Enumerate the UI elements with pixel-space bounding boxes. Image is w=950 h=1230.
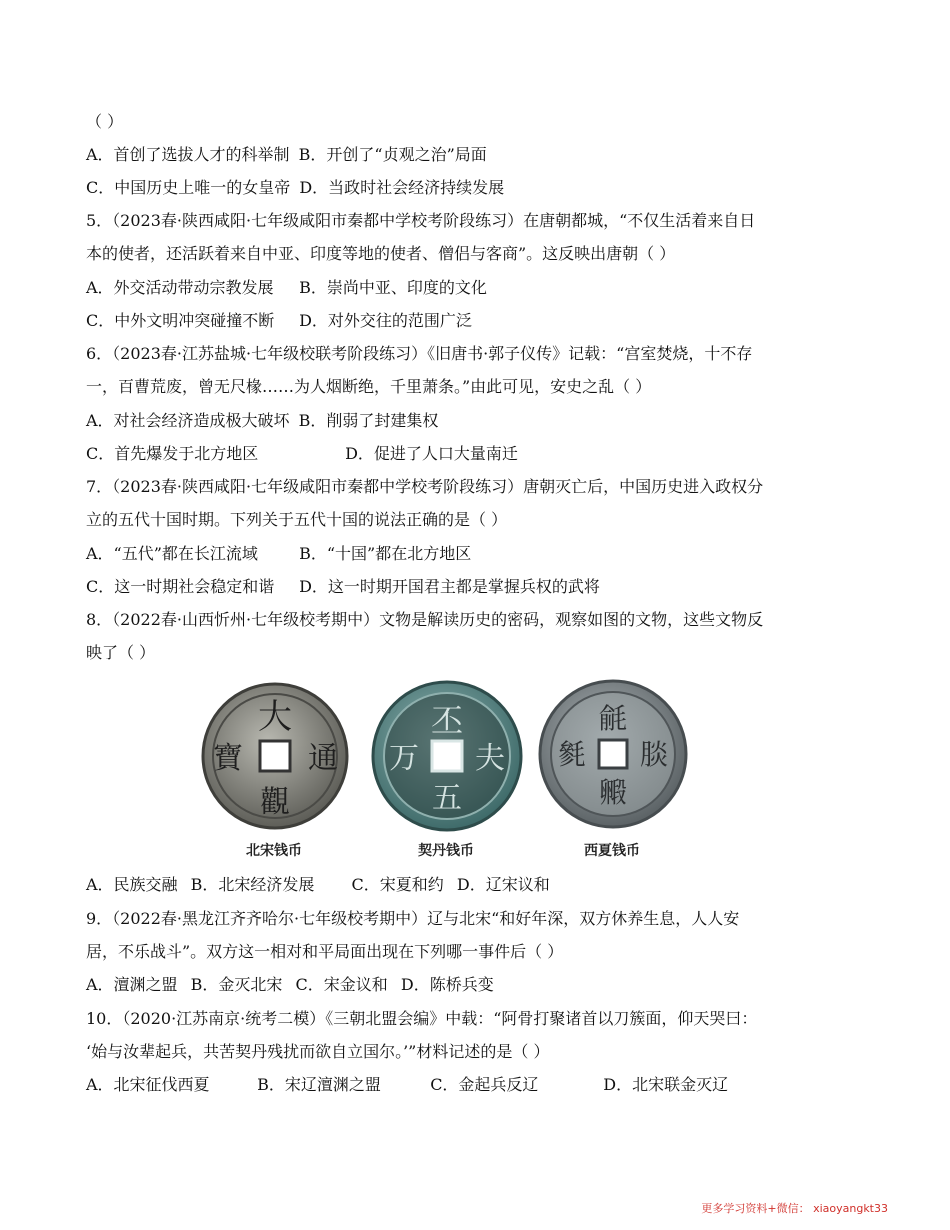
coin-northern-song-caption: 北宋钱币 [246,843,302,859]
q7-option-a[interactable]: A．“五代”都在长江流域 [86,544,258,563]
q9-stem-line1: 9．（2022春·黑龙江齐齐哈尔·七年级校考期中）辽与北宋“和好年深，双方休养生息，人人安 [86,909,740,928]
q10-option-c[interactable]: C．金起兵反辽 [430,1075,539,1094]
q7-options-row2 [86,576,600,598]
q7-option-c[interactable]: C．这一时期社会稳定和谐 [86,577,275,596]
q4-option-b[interactable]: B．开创了“贞观之治”局面 [298,145,487,164]
q7-stem-line1: 7．（2023春·陕西咸阳·七年级咸阳市秦都中学校考阶段练习）唐朝灭亡后，中国历史进入政权分 [86,477,764,496]
q6-option-d[interactable]: D．促进了人口大量南迁 [345,444,518,463]
q9-option-b[interactable]: B．金灭北宋 [190,975,283,994]
q8-stem-line1: 8．（2022春·山西忻州·七年级校考期中）文物是解读历史的密码，观察如图的文物，这些文物反 [86,610,764,629]
q4-stem-end: （ ） [86,112,124,131]
q4-options-row1 [86,144,487,166]
coin-northern-song-bottom-char: 觀 [260,785,290,820]
q10-option-d[interactable]: D．北宋联金灭辽 [603,1075,729,1094]
q8-options-row [86,874,550,896]
q10-option-a[interactable]: A．北宋征伐西夏 [86,1075,210,1094]
coin-khitan-bottom-char: 五 [432,781,462,816]
coin-khitan-right-char: 夫 [475,741,505,776]
coin-northern-song [200,676,350,859]
q6-option-a[interactable]: A．对社会经济造成极大破坏 [86,411,290,430]
coin-khitan-caption: 契丹钱币 [418,843,474,859]
coin-western-xia-bottom-char: 毈 [598,776,628,809]
q9-option-a[interactable]: A．澶渊之盟 [86,975,178,994]
q10-stem-line1: 10．（2020·江苏南京·统考二模）《三朝北盟会编》中载：“阿骨打聚诸首以刀簇面，仰天哭曰： [86,1009,758,1028]
q8-stem-line2: 映了（ ） [86,643,156,662]
coin-figure [200,676,669,866]
coin-northern-song-right-char: 通 [308,741,338,776]
q5-stem-line2: 本的使者，还活跃着来自中亚、印度等地的使者、僧侣与客商”。这反映出唐朝（ ） [86,244,676,263]
coin-western-xia-image [538,676,688,836]
coin-khitan [368,676,526,859]
coin-western-xia-top-char: 毹 [598,702,628,735]
q5-options-row1 [86,277,487,299]
q4-option-a[interactable]: A．首创了选拔人才的科举制 [86,145,290,164]
q7-stem-line2: 立的五代十国时期。下列关于五代十国的说法正确的是（ ） [86,510,508,529]
q4-options-row2 [86,177,504,199]
coin-khitan-left-char: 万 [389,741,419,776]
q6-options-row2 [86,443,518,465]
q10-stem-line2: ‘始与汝辈起兵，共苦契丹残扰而欲自立国尔。’”材料记述的是（ ） [86,1042,550,1061]
q5-option-b[interactable]: B．崇尚中亚、印度的文化 [299,278,487,297]
q6-options-row1 [86,410,438,432]
coin-khitan-top-char: 丕 [430,702,464,740]
q5-option-d[interactable]: D．对外交往的范围广泛 [299,311,472,330]
q4-option-d[interactable]: D．当政时社会经济持续发展 [299,178,505,197]
q10-options-row [86,1074,728,1096]
q9-option-d[interactable]: D．陈桥兵变 [400,975,494,994]
footer-promo: 更多学习资料+微信： xiaoyangkt33 [701,1202,888,1215]
q9-stem-line2: 居，不乐战斗”。双方这一相对和平局面出现在下列哪一事件后（ ） [86,942,564,961]
q6-option-b[interactable]: B．削弱了封建集权 [298,411,439,430]
q6-stem-line2: 一，百曹荒废，曾无尺椽……为人烟断绝，千里萧条。”由此可见，安史之乱（ ） [86,377,652,396]
q8-option-a[interactable]: A．民族交融 [86,875,178,894]
q5-option-c[interactable]: C．中外文明冲突碰撞不断 [86,311,275,330]
q5-options-row2 [86,310,472,332]
coin-western-xia-right-char: 腅 [639,738,669,771]
coin-western-xia-caption: 西夏钱币 [584,843,640,859]
q5-option-a[interactable]: A．外交活动带动宗教发展 [86,278,274,297]
coin-khitan-image [368,676,526,836]
q7-options-row1 [86,543,471,565]
q6-stem-line1: 6．（2023春·江苏盐城·七年级校联考阶段练习）《旧唐书·郭子仪传》记载：“宫室焚烧，十不存 [86,344,753,363]
coin-northern-song-left-char: 寶 [213,741,243,776]
q8-option-d[interactable]: D．辽宋议和 [456,875,550,894]
q8-option-b[interactable]: B．北宋经济发展 [190,875,315,894]
q7-option-d[interactable]: D．这一时期开国君主都是掌握兵权的武将 [299,577,600,596]
coin-northern-song-image [200,676,350,836]
coin-western-xia [538,676,688,859]
coin-western-xia-left-char: 毿 [557,738,587,771]
q5-stem-line1: 5．（2023春·陕西咸阳·七年级咸阳市秦都中学校考阶段练习）在唐朝都城，“不仅生活着来自日 [86,211,756,230]
q7-option-b[interactable]: B．“十国”都在北方地区 [299,544,472,563]
q6-option-c[interactable]: C．首先爆发于北方地区 [86,444,259,463]
q8-option-c[interactable]: C．宋夏和约 [351,875,444,894]
q9-options-row [86,974,494,996]
coin-northern-song-top-char: 大 [258,697,292,737]
q9-option-c[interactable]: C．宋金议和 [295,975,388,994]
q10-option-b[interactable]: B．宋辽澶渊之盟 [257,1075,381,1094]
q4-option-c[interactable]: C．中国历史上唯一的女皇帝 [86,178,291,197]
